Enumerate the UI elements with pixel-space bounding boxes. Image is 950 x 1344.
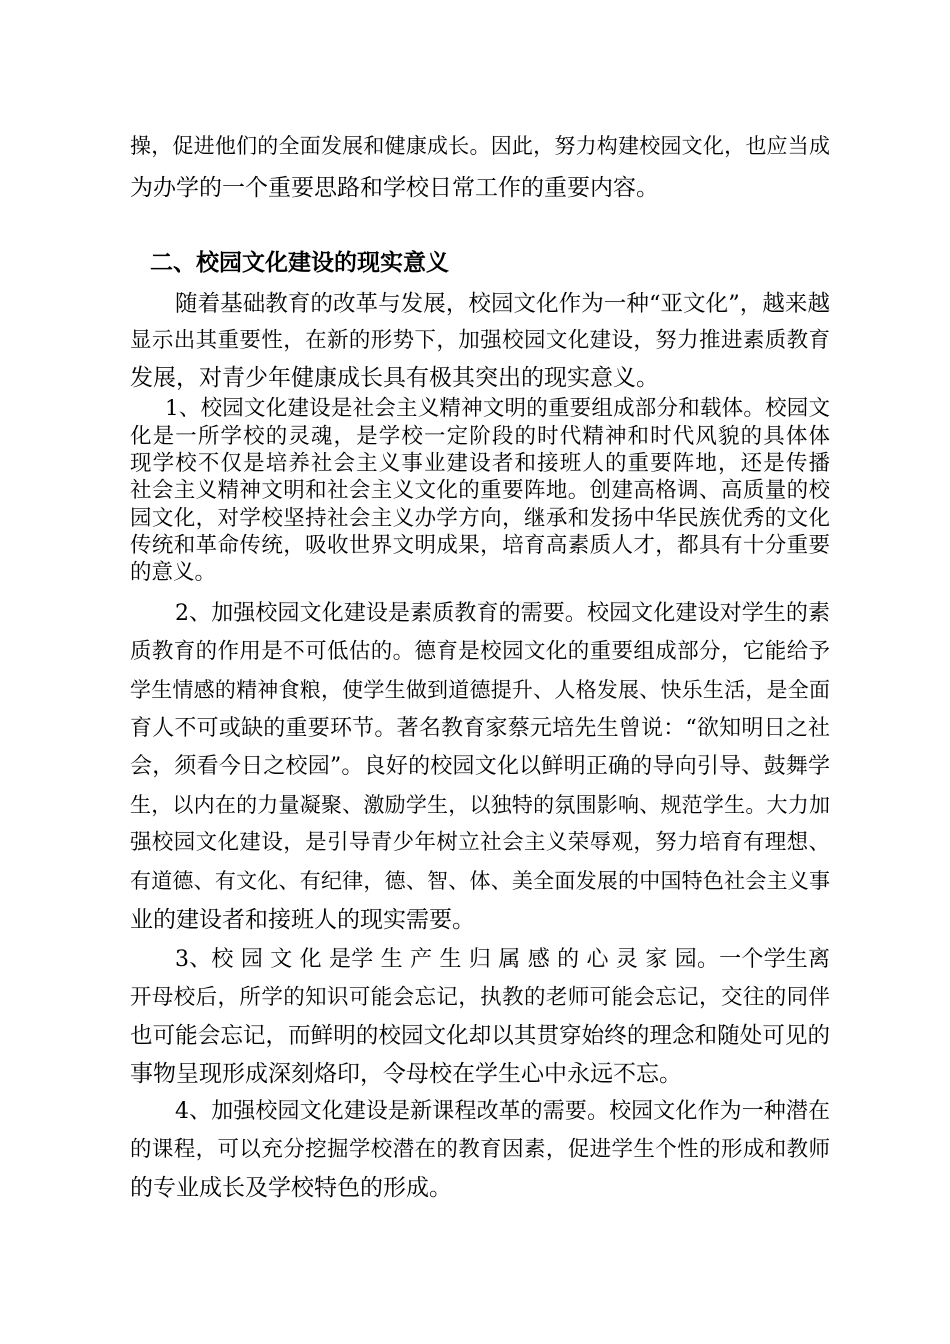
text-line: 学生情感的精神食粮，使学生做到道德提升、人格发展、快乐生活，是全面 xyxy=(130,678,830,702)
text-line: 1、校园文化建设是社会主义精神文明的重要组成部分和载体。校园文 xyxy=(165,396,830,421)
text-line: 质教育的作用是不可低估的。德育是校园文化的重要组成部分，它能给予 xyxy=(130,639,830,664)
text-line: 生，以内在的力量凝聚、激励学生，以独特的氛围影响、规范学生。大力加 xyxy=(130,793,830,817)
text-line: 现学校不仅是培养社会主义事业建设者和接班人的重要阵地，还是传播 xyxy=(130,451,830,476)
text-line: 会，须看今日之校园”。良好的校园文化以鲜明正确的导向引导、鼓舞学 xyxy=(130,754,830,779)
text-line: 也可能会忘记，而鲜明的校园文化却以其贯穿始终的理念和随处可见的 xyxy=(130,1023,830,1049)
text-line: 2、加强校园文化建设是素质教育的需要。校园文化建设对学生的素 xyxy=(175,601,830,626)
text-line: 的意义。 xyxy=(130,560,217,585)
text-line: 育人不可或缺的重要环节。著名教育家蔡元培先生曾说：“欲知明日之社 xyxy=(130,716,830,741)
text-line: 3、校 园 文 化 是学 生 产 生 归 属 感 的 心 灵 家 园。一个学生离 xyxy=(175,947,830,972)
text-line: 发展，对青少年健康成长具有极其突出的现实意义。 xyxy=(130,365,659,391)
text-line: 的课程，可以充分挖掘学校潜在的教育因素，促进学生个性的形成和教师 xyxy=(130,1137,830,1162)
text-line: 有道德、有文化、有纪律，德、智、体、美全面发展的中国特色社会主义事 xyxy=(130,869,830,893)
text-line: 开母校后，所学的知识可能会忘记，执教的老师可能会忘记，交往的同伴 xyxy=(130,985,830,1010)
text-line: 为办学的一个重要思路和学校日常工作的重要内容。 xyxy=(130,175,659,201)
text-line: 社会主义精神文明和社会主义文化的重要阵地。创建高格调、高质量的校 xyxy=(130,478,830,503)
text-line: 操，促进他们的全面发展和健康成长。因此，努力构建校园文化，也应当成 xyxy=(130,134,830,158)
text-line: 4、加强校园文化建设是新课程改革的需要。校园文化作为一种潜在 xyxy=(175,1099,830,1124)
text-line: 的专业成长及学校特色的形成。 xyxy=(130,1175,452,1201)
text-line: 化是一所学校的灵魂，是学校一定阶段的时代精神和时代风貌的具体体 xyxy=(130,424,830,449)
text-line: 事物呈现形成深刻烙印，令母校在学生心中永远不忘。 xyxy=(130,1061,682,1087)
section-heading: 二、校园文化建设的现实意义 xyxy=(150,250,449,276)
text-line: 显示出其重要性，在新的形势下，加强校园文化建设，努力推进素质教育 xyxy=(130,328,830,353)
text-line: 随着基础教育的改革与发展，校园文化作为一种“亚文化”，越来越 xyxy=(175,291,830,317)
text-line: 传统和革命传统，吸收世界文明成果，培育高素质人才，都具有十分重要 xyxy=(130,533,830,558)
text-line: 强校园文化建设，是引导青少年树立社会主义荣辱观，努力培育有理想、 xyxy=(130,830,830,855)
text-line: 业的建设者和接班人的现实需要。 xyxy=(130,907,475,933)
text-line: 园文化，对学校坚持社会主义办学方向，继承和发扬中华民族优秀的文化 xyxy=(130,506,830,531)
